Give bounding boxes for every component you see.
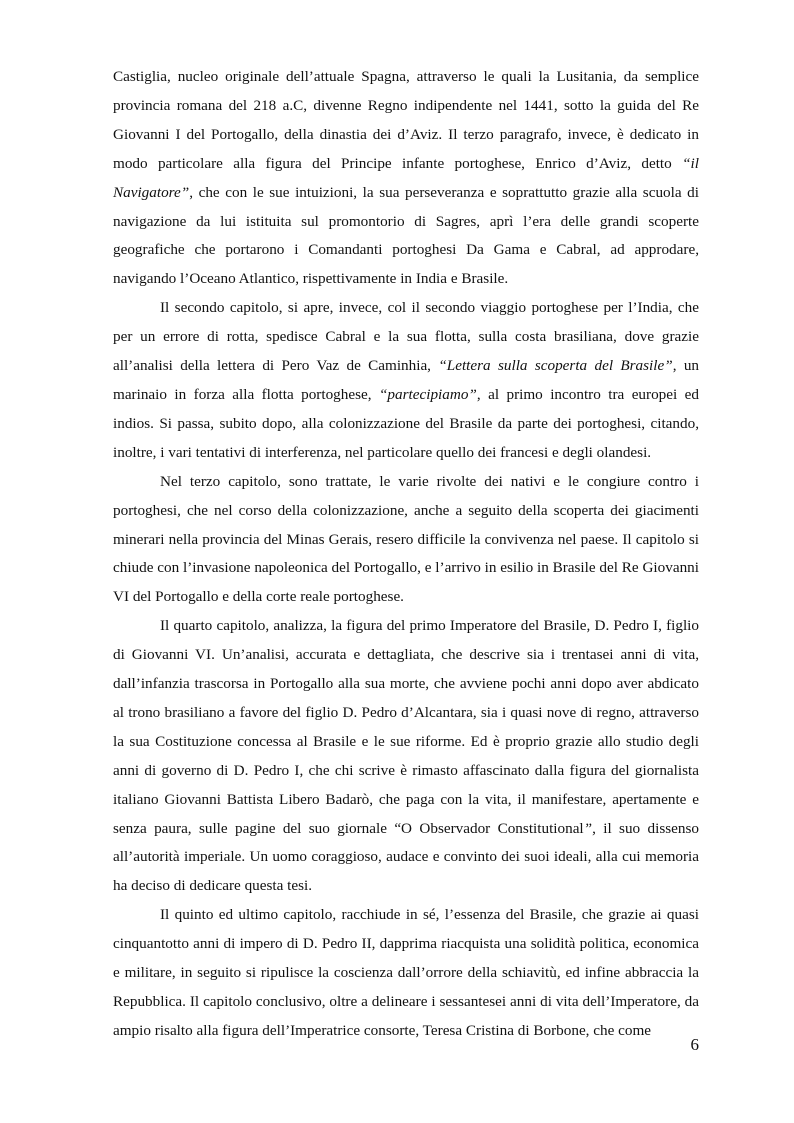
paragraph-1-italic-navigatore: “il Navigatore” [113, 154, 699, 201]
paragraph-1 [113, 63, 699, 294]
paragraph-1-text-2: , che con le sue intuizioni, la sua perseveranza e soprattutto grazie alla scuola di navigazione da lui istituita sul promontorio di Sagres, aprì l’era delle grandi scoperte geografiche che portarono i Comandanti portoghesi Da Gama e Cabral, ad approdare, navigando l’Oceano Atlantico, rispettivamente in India e Brasile. [113, 183, 699, 288]
paragraph-5 [113, 901, 699, 1046]
paragraph-2-text-3: , al primo incontro tra europei ed indios. Si passa, subito dopo, alla colonizzazione del Brasile da parte dei portoghesi, citando, inoltre, i vari tentativi di interferenza, nel particolare quello dei francesi e degli olandesi. [113, 385, 700, 461]
paragraph-2 [113, 294, 699, 467]
paragraph-2-italic-partecipiamo: “partecipiamo” [378, 385, 477, 403]
paragraph-4-text-2: , il suo dissenso all’autorità imperiale. Un uomo coraggioso, audace e convinto dei suoi ideali, alla cui memoria ha deciso di dedicare questa tesi. [113, 819, 699, 895]
paragraph-4-text-1: Il quarto capitolo, analizza, la figura del primo Imperatore del Brasile, D. Pedro I, figlio di Giovanni VI. Un’analisi, accurata e dettagliata, che descrive sia i trentasei anni di vita, dall’infanzia trascorsa in Portogallo alla sua morte, che avviene pochi anni dopo aver abdicato al trono brasiliano a favore del figlio D. Pedro d’Alcantara, sia i quasi nove di regno, attraverso la sua Costituzione concessa al Brasile e le sue riforme. Ed è proprio grazie allo studio degli anni di governo di D. Pedro I, che chi scrive è rimasto affascinato dalla figura del giornalista italiano Giovanni Battista Libero Badarò, che paga con la vita, il manifestare, apertamente e senza paura, sulle pagine del suo giornale “O Observador Constitutional [113, 617, 699, 837]
paragraph-3 [113, 468, 699, 613]
paragraph-5-text-1: Il quinto ed ultimo capitolo, racchiude in sé, l’essenza del Brasile, che grazie ai quasi cinquantotto anni di impero di D. Pedro II, dapprima riacquista una solidità politica, economica e militare, in seguito si ripulisce la coscienza dall’orrore della schiavitù, ed infine abbraccia la Repubblica. Il capitolo conclusivo, oltre a delineare i sessantesei anni di vita dell’Imperatore, da ampio risalto alla figura dell’Imperatrice consorte, Teresa Cristina di Borbone, che come [113, 906, 699, 1039]
text-body [113, 63, 699, 1046]
paragraph-4-italic-quote: ” [583, 819, 593, 837]
paragraph-2-text-1: Il secondo capitolo, si apre, invece, col il secondo viaggio portoghese per l’India, che per un errore di rotta, spedisce Cabral e la sua flotta, sulla costa brasiliana, dove grazie all’analisi della lettera di Pero Vaz de Caminhia, [113, 299, 699, 375]
paragraph-4 [113, 612, 699, 901]
paragraph-2-text-2: , un marinaio in forza alla flotta portoghese, [113, 357, 700, 403]
paragraph-2-italic-lettera: “Lettera sulla scoperta del Brasile” [438, 357, 673, 375]
paragraph-1-text-1: Castiglia, nucleo originale dell’attuale Spagna, attraverso le quali la Lusitania, da semplice provincia romana del 218 a.C, divenne Regno indipendente nel 1441, sotto la guida del Re Giovanni I del Portogallo, della dinastia dei d’Aviz. Il terzo paragrafo, invece, è dedicato in modo particolare alla figura del Principe infante portoghese, Enrico d’Aviz, detto [113, 68, 699, 172]
page-number: 6 [690, 1035, 699, 1054]
paragraph-3-text-1: Nel terzo capitolo, sono trattate, le varie rivolte dei nativi e le congiure contro i portoghesi, che nel corso della colonizzazione, anche a seguito della scoperta dei giacimenti minerari nella provincia del Minas Gerais, resero difficile la convivenza nel paese. Il capitolo si chiude con l’invasione napoleonica del Portogallo, e l’arrivo in esilio in Brasile del Re Giovanni VI del Portogallo e della corte reale portoghese. [113, 472, 699, 606]
